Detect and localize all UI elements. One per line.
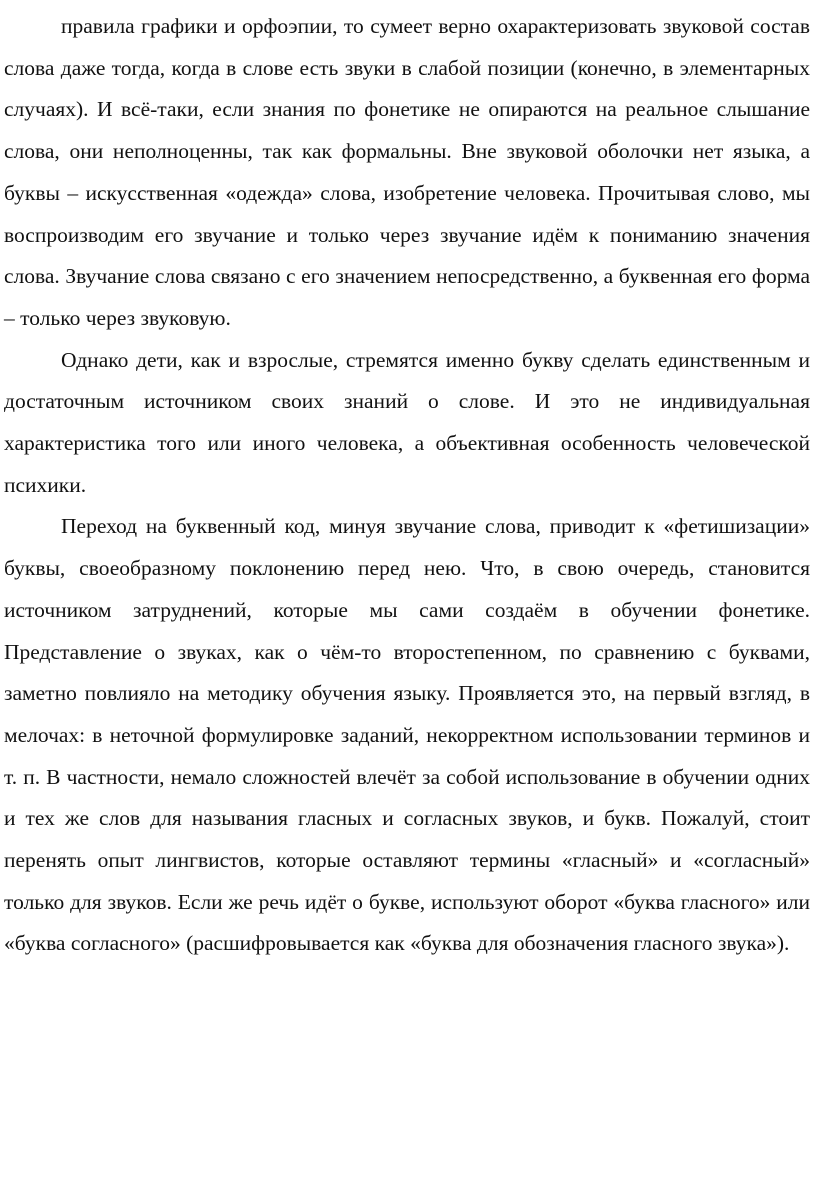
document-page <box>4 6 810 965</box>
paragraph-3: Переход на буквенный код, минуя звучание слова, приводит к «фетишизации» буквы, своеобразному поклонению перед нею. Что, в свою очередь, становится источником затруднений, которые мы сами создаём в обучении фонетике. Представление о звуках, как о чём-то второстепенном, по сравнению с буквами, заметно повлияло на методику обучения языку. Проявляется это, на первый взгляд, в мелочах: в неточной формулировке заданий, некорректном использовании терминов и т. п. В частности, немало сложностей влечёт за собой использование в обучении одних и тех же слов для называния гласных и согласных звуков, и букв. Пожалуй, стоит перенять опыт лингвистов, которые оставляют термины «гласный» и «согласный» только для звуков. Если же речь идёт о букве, используют оборот «буква гласного» или «буква согласного» (расшифровывается как «буква для обозначения гласного звука»). <box>4 514 810 956</box>
paragraph-2: Однако дети, как и взрослые, стремятся именно букву сделать единственным и достаточным источником своих знаний о слове. И это не индивидуальная характеристика того или иного человека, а объективная особенность человеческой психики. <box>4 347 810 497</box>
paragraph-1: правила графики и орфоэпии, то сумеет верно охарактеризовать звуковой состав слова даже тогда, когда в слове есть звуки в слабой позиции (конечно, в элементарных случаях). И всё-таки, если знания по фонетике не опираются на реальное слышание слова, они неполноценны, так как формальны. Вне звуковой оболочки нет языка, а буквы – искусственная «одежда» слова, изобретение человека. Прочитывая слово, мы воспроизводим его звучание и только через звучание идём к пониманию значения слова. Звучание слова связано с его значением непосредственно, а буквенная его форма – только через звуковую. <box>4 14 810 330</box>
